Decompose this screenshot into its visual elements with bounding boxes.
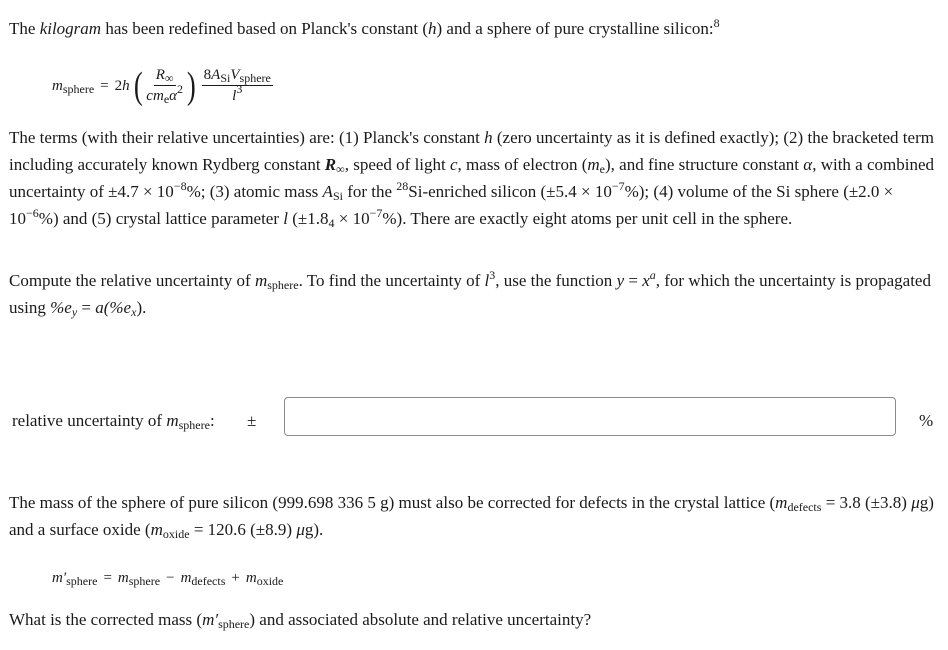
rydberg-fraction: $\frac{R_\infty}{cm_e\alpha^2}$ bbox=[146, 67, 184, 106]
terms-paragraph: The terms (with their relative uncertainties) are: (1) Planck's constant h (zero uncertainty as it is defined exactly); (2) the bracketed term including accurately known Rydberg constant $R_\infty$, speed of light c, mass of electron $(m_e)$, and fine structure constant α, with a combined uncertainty of $\pm 4.7 \times 10^{-8}\%$; (3) atomic mass $A_{Si}$ for the $^{28}$Si-enriched silicon $(\pm 5.4 \times 10^{-7}\%)$; (4) volume of the Si sphere $(\pm 2.0 \times 10^{-6}\%)$ and (5) crystal lattice parameter l $(\pm 1.8_4 \times 10^{-7}\%)$. There are exactly eight atoms per unit cell in the sphere. bbox=[9, 128, 934, 230]
volume-fraction: $\frac{8A_{Si}V_{sphere}}{l^3}$ bbox=[203, 67, 271, 104]
footnote-ref[interactable]: 8 bbox=[713, 16, 720, 30]
formula-corrected-mass: $m'_{sphere} = m_{sphere} - m_{defects} + m_{oxide}$ bbox=[52, 570, 284, 588]
question-text: What is the corrected mass $(m'_{sphere})$ and associated absolute and relative uncertainty? bbox=[9, 610, 592, 631]
relative-uncertainty-input[interactable] bbox=[284, 397, 896, 436]
formula-m-sphere: $m_{sphere}$ = 2 h ( $\frac{R_\infty}{cm_e\alpha^2}$ ) $\frac{8A_{Si}V_{sphere}}{l^3}$ bbox=[52, 65, 271, 107]
compute-paragraph: Compute the relative uncertainty of $m_{sphere}$. To find the uncertainty of $l^3$, use the function $y = x^a$, for which the uncertainty is propagated using $\%e_y = a(\%e_x)$. bbox=[9, 268, 931, 319]
percent-unit: % bbox=[919, 411, 934, 430]
mass-correction-paragraph: The mass of the sphere of pure silicon (999.698 336 5 g) must also be corrected for defects in the crystal lattice ($m_{defects} = 3.8$ (±3.8) μg) and a surface oxide ($m_{oxide} = 120.6$ (±8.9) μg). bbox=[9, 493, 934, 541]
relative-uncertainty-label: relative uncertainty of $m_{sphere}$: bbox=[12, 411, 215, 432]
plus-minus-sign: ± bbox=[247, 411, 257, 430]
intro-paragraph: The kilogram has been redefined based on Planck's constant (h) and a sphere of pure crystalline silicon:$^8$ bbox=[9, 16, 720, 38]
